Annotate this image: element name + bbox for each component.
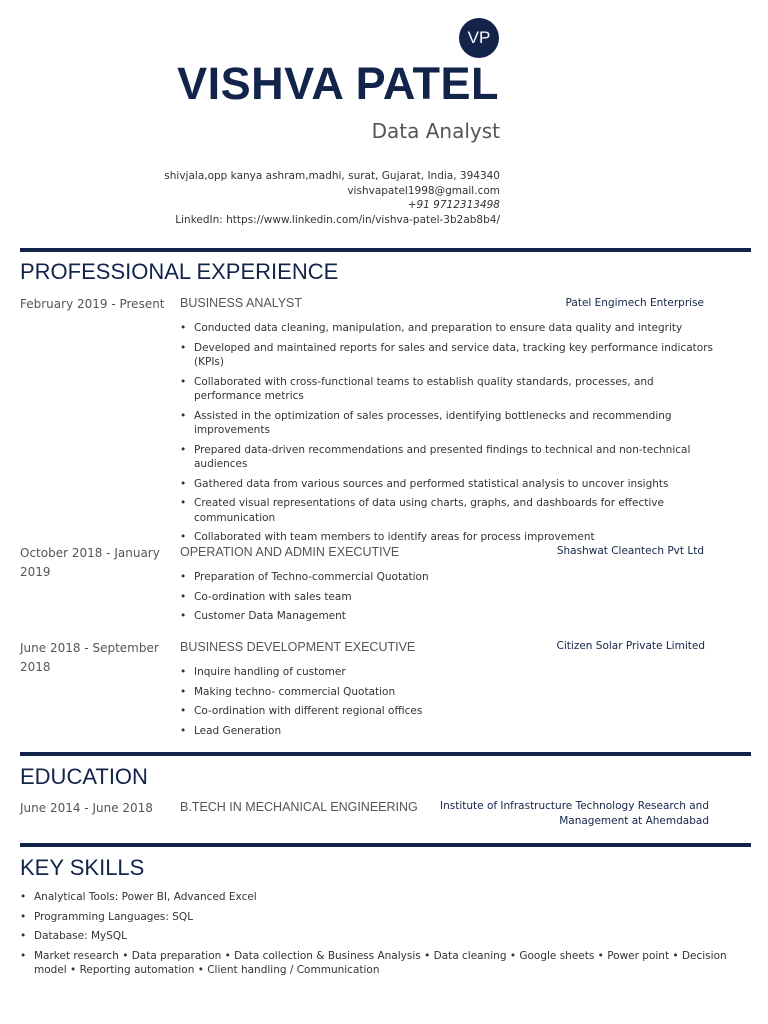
list-item: • Inquire handling of customer (180, 665, 720, 680)
list-item: • Customer Data Management (180, 609, 720, 624)
list-item: • Database: MySQL (20, 929, 740, 944)
list-item: • Created visual representations of data using charts, graphs, and dashboards for effective communication (180, 496, 720, 525)
candidate-role: Data Analyst (371, 119, 500, 143)
list-item: • Co-ordination with sales team (180, 590, 720, 605)
job-company: Citizen Solar Private Limited (556, 640, 705, 652)
linkedin-link[interactable]: LinkedIn: https://www.linkedin.com/in/vishva-patel-3b2ab8b4/ (175, 213, 500, 226)
contact-block (164, 169, 500, 227)
job-dates: October 2018 - January 2019 (20, 546, 160, 579)
degree-title: B.TECH IN MECHANICAL ENGINEERING (180, 800, 418, 814)
job-bullets (180, 570, 720, 629)
resume-header (0, 0, 768, 240)
job-title: OPERATION AND ADMIN EXECUTIVE (180, 545, 400, 559)
list-item: • Prepared data-driven recommendations and presented findings to technical and non-technical audiences (180, 443, 720, 472)
experience-heading: PROFESSIONAL EXPERIENCE (20, 259, 339, 284)
list-item: • Developed and maintained reports for sales and service data, tracking key performance indicators (KPIs) (180, 341, 720, 370)
list-item: • Collaborated with cross-functional teams to establish quality standards, processes, and performance metrics (180, 375, 720, 404)
phone[interactable]: +91 9712313498 (407, 199, 500, 211)
job-bullets (180, 665, 720, 743)
list-item: • Market research • Data preparation • Data collection & Business Analysis • Data cleaning • Google sheets • Power point • Decision model • Reporting automation • Client handling / Communication (20, 949, 740, 978)
list-item: • Assisted in the optimization of sales processes, identifying bottlenecks and recommending improvements (180, 409, 720, 438)
email[interactable]: vishvapatel1998@gmail.com (347, 184, 500, 197)
list-item: • Gathered data from various sources and performed statistical analysis to uncover insights (180, 477, 720, 492)
section-divider (20, 752, 751, 756)
job-dates: February 2019 - Present (20, 297, 165, 311)
list-item: • Preparation of Techno-commercial Quotation (180, 570, 720, 585)
section-divider (20, 843, 751, 847)
job-company: Patel Engimech Enterprise (565, 297, 704, 309)
job-title: BUSINESS DEVELOPMENT EXECUTIVE (180, 640, 416, 654)
initials-avatar: VP (459, 18, 499, 58)
list-item: • Co-ordination with different regional offices (180, 704, 720, 719)
candidate-name: VISHVA PATEL (177, 58, 499, 109)
job-company: Shashwat Cleantech Pvt Ltd (556, 545, 704, 557)
job-title: BUSINESS ANALYST (180, 296, 303, 310)
skills-list (20, 890, 740, 983)
list-item: • Conducted data cleaning, manipulation, and preparation to ensure data quality and integrity (180, 321, 720, 336)
skills-heading: KEY SKILLS (20, 855, 145, 880)
list-item: • Lead Generation (180, 724, 720, 739)
list-item: • Programming Languages: SQL (20, 910, 740, 925)
institute-name (440, 799, 709, 829)
list-item: • Collaborated with team members to identify areas for process improvement (180, 530, 720, 545)
section-divider (20, 248, 751, 252)
address: shivjala,opp kanya ashram,madhi, surat, Gujarat, India, 394340 (164, 170, 500, 182)
institute-line: Management at Ahemdabad (559, 815, 709, 827)
job-bullets (180, 321, 720, 550)
list-item: • Analytical Tools: Power BI, Advanced Excel (20, 890, 740, 905)
education-heading: EDUCATION (20, 764, 148, 789)
list-item: • Making techno- commercial Quotation (180, 685, 720, 700)
education-dates: June 2014 - June 2018 (20, 801, 153, 815)
institute-line: Institute of Infrastructure Technology Research and (440, 800, 709, 812)
job-dates: June 2018 - September 2018 (20, 641, 159, 674)
